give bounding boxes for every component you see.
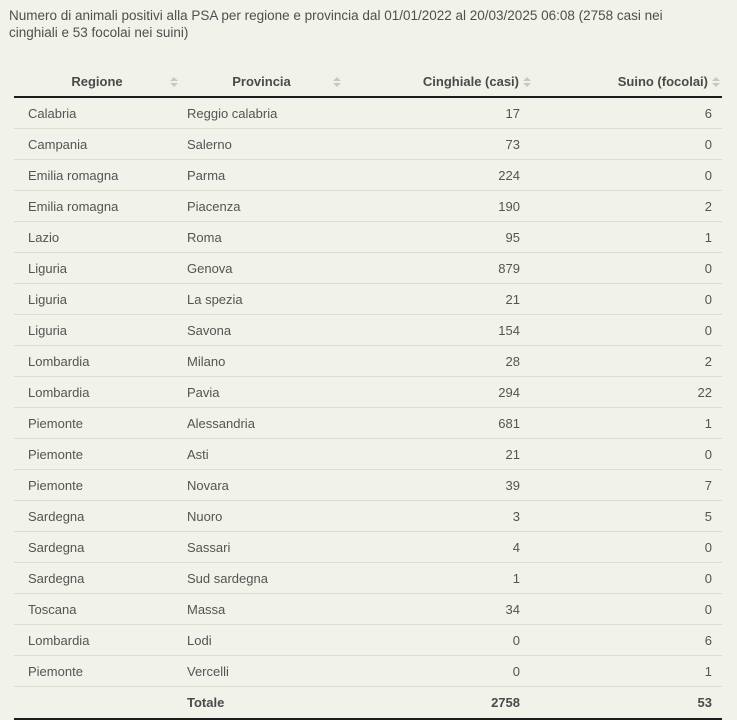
cell-suino-focolai: 2 [533,346,722,377]
cell-cinghiale-casi: 95 [343,222,533,253]
total-row [14,687,722,720]
cell-cinghiale-casi: 4 [343,532,533,563]
table-row [14,253,722,284]
cell-suino-focolai: 2 [533,191,722,222]
column-header-label: Suino (focolai) [617,74,708,89]
cell-regione: Lombardia [14,346,180,377]
table-row [14,315,722,346]
cell-suino-focolai: 0 [533,160,722,191]
table-row [14,346,722,377]
column-header-label: Regione [71,74,123,89]
cell-regione: Piemonte [14,408,180,439]
cell-cinghiale-casi: 34 [343,594,533,625]
column-header-label: Provincia [232,74,291,89]
table-row [14,594,722,625]
cell-suino-focolai: 0 [533,563,722,594]
cell-cinghiale-casi: 3 [343,501,533,532]
table-row [14,284,722,315]
sort-both-icon [523,77,531,87]
cell-suino-focolai: 6 [533,97,722,129]
cell-suino-focolai: 0 [533,284,722,315]
cell-provincia: Nuoro [180,501,343,532]
cell-suino-focolai: 0 [533,315,722,346]
cell-regione: Lazio [14,222,180,253]
cell-provincia: Sud sardegna [180,563,343,594]
cell-regione: Calabria [14,97,180,129]
cell-cinghiale-casi: 1 [343,563,533,594]
sort-both-icon [170,77,178,87]
cell-cinghiale-casi: 28 [343,346,533,377]
cell-provincia: Piacenza [180,191,343,222]
cell-regione: Emilia romagna [14,160,180,191]
cell-regione: Piemonte [14,470,180,501]
sort-both-icon [712,77,720,87]
cell-provincia: Genova [180,253,343,284]
table-row [14,160,722,191]
cell-provincia: Vercelli [180,656,343,687]
cell-regione: Liguria [14,315,180,346]
cell-provincia: Pavia [180,377,343,408]
cell-cinghiale-casi: 879 [343,253,533,284]
cell-cinghiale-casi: 21 [343,439,533,470]
cell-regione: Piemonte [14,439,180,470]
total-label: Totale [180,687,343,720]
cell-cinghiale-casi: 17 [343,97,533,129]
sort-both-icon [333,77,341,87]
page-title: Numero di animali positivi alla PSA per regione e provincia dal 01/01/2022 al 20/03/2025 06:08 (2758 casi nei cinghiali e 53 focolai nei suini) [9,8,663,40]
table-body [14,97,722,687]
table-header [14,67,722,97]
cell-regione: Lombardia [14,377,180,408]
cell-cinghiale-casi: 39 [343,470,533,501]
table-row [14,222,722,253]
cell-provincia: Salerno [180,129,343,160]
cell-cinghiale-casi: 0 [343,625,533,656]
cell-cinghiale-casi: 0 [343,656,533,687]
table-row [14,439,722,470]
cell-provincia: Roma [180,222,343,253]
cell-provincia: Asti [180,439,343,470]
cell-provincia: Savona [180,315,343,346]
cell-provincia: La spezia [180,284,343,315]
cell-suino-focolai: 0 [533,532,722,563]
table-row [14,377,722,408]
column-header-regione[interactable] [14,67,180,97]
cell-provincia: Lodi [180,625,343,656]
cell-regione: Emilia romagna [14,191,180,222]
cell-provincia: Alessandria [180,408,343,439]
cell-regione: Campania [14,129,180,160]
cell-provincia: Parma [180,160,343,191]
cell-regione: Toscana [14,594,180,625]
column-header-provincia[interactable] [180,67,343,97]
cell-suino-focolai: 7 [533,470,722,501]
cell-cinghiale-casi: 154 [343,315,533,346]
table-row [14,532,722,563]
cell-provincia: Reggio calabria [180,97,343,129]
table-footer [14,687,722,720]
cell-provincia: Sassari [180,532,343,563]
column-header-label: Cinghiale (casi) [422,74,519,89]
cell-cinghiale-casi: 73 [343,129,533,160]
cell-cinghiale-casi: 681 [343,408,533,439]
table-row [14,191,722,222]
cell-suino-focolai: 5 [533,501,722,532]
total-cinghiale-value: 2758 [343,687,533,720]
cell-suino-focolai: 0 [533,594,722,625]
table-row [14,129,722,160]
table-row [14,625,722,656]
cell-suino-focolai: 0 [533,439,722,470]
cell-provincia: Novara [180,470,343,501]
table-row [14,563,722,594]
cell-suino-focolai: 0 [533,253,722,284]
cell-suino-focolai: 1 [533,408,722,439]
column-header-suino-focolai[interactable] [533,67,722,97]
cell-provincia: Massa [180,594,343,625]
cell-regione: Piemonte [14,656,180,687]
table-row [14,97,722,129]
table-row [14,470,722,501]
cell-suino-focolai: 0 [533,129,722,160]
psa-cases-table [14,67,722,720]
cell-suino-focolai: 1 [533,656,722,687]
cell-suino-focolai: 22 [533,377,722,408]
cell-regione: Lombardia [14,625,180,656]
total-empty-cell [14,687,180,720]
cell-cinghiale-casi: 224 [343,160,533,191]
table-row [14,656,722,687]
table-row [14,501,722,532]
cell-cinghiale-casi: 294 [343,377,533,408]
header-row [14,67,722,97]
cell-suino-focolai: 1 [533,222,722,253]
cell-regione: Sardegna [14,532,180,563]
column-header-cinghiale-casi[interactable] [343,67,533,97]
cell-cinghiale-casi: 21 [343,284,533,315]
cell-regione: Sardegna [14,563,180,594]
cell-regione: Sardegna [14,501,180,532]
cell-regione: Liguria [14,284,180,315]
cell-regione: Liguria [14,253,180,284]
cell-cinghiale-casi: 190 [343,191,533,222]
cell-suino-focolai: 6 [533,625,722,656]
total-suino-value: 53 [533,687,722,720]
cell-provincia: Milano [180,346,343,377]
table-row [14,408,722,439]
